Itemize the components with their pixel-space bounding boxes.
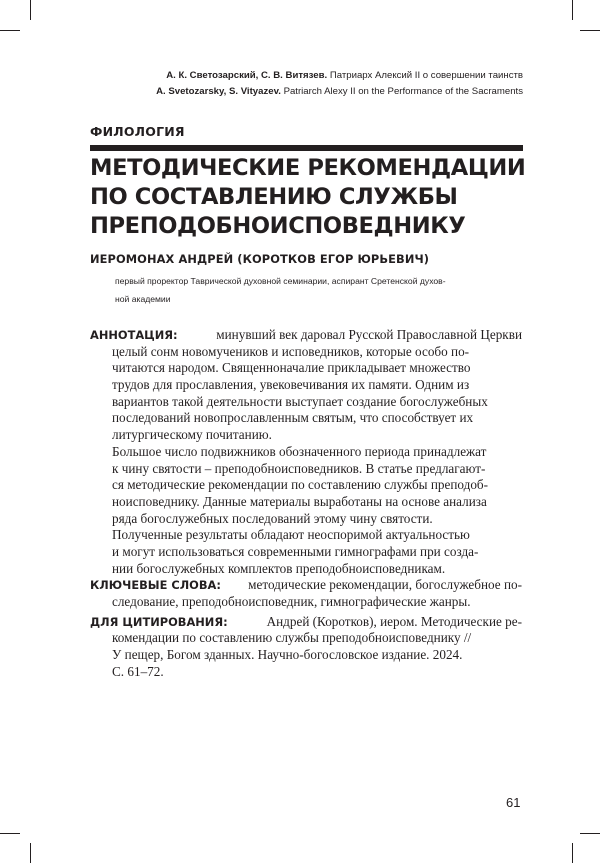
citation-line: У пещер, Богом зданных. Научно-богословское издание. 2024.: [90, 647, 522, 664]
running-head-en: A. Svetozarsky, S. Vityazev. Patriarch Alexy II on the Performance of the Sacraments: [60, 84, 523, 100]
author-affiliation: [115, 272, 525, 308]
crop-mark: [0, 30, 20, 31]
running-head: [60, 68, 523, 100]
page-number: 61: [506, 795, 520, 810]
abstract-line: целый сонм новомучеников и исповедников, которые особо по-: [90, 344, 522, 361]
crop-mark: [30, 843, 31, 863]
abstract-line: читаются народом. Священноначалие прикладывает множество: [90, 360, 522, 377]
citation-line: ДЛЯ ЦИТИРОВАНИЯ: Андрей (Коротков), иером. Методические ре-: [90, 614, 522, 631]
section-heading: ФИЛОЛОГИЯ: [90, 124, 185, 139]
keywords-label: КЛЮЧЕВЫЕ СЛОВА:: [90, 577, 221, 594]
abstract-line: Большое число подвижников обозначенного периода принадлежат: [90, 444, 522, 461]
abstract-line: ся методические рекомендации по составлению службы преподоб-: [90, 477, 522, 494]
citation-label: ДЛЯ ЦИТИРОВАНИЯ:: [90, 614, 228, 631]
abstract-line: нии богослужебных комплектов преподобноисповедникам.: [90, 561, 522, 578]
abstract-line: к чину святости – преподобноисповедников. В статье предлагают-: [90, 461, 522, 478]
keywords-line: следование, преподобноисповедник, гимнографические жанры.: [90, 594, 522, 611]
affiliation-line: ной академии: [115, 290, 525, 308]
author-name: ИЕРОМОНАХ АНДРЕЙ (КОРОТКОВ ЕГОР ЮРЬЕВИЧ): [90, 252, 429, 266]
abstract-line: и могут использоваться современными гимнографами при созда-: [90, 544, 522, 561]
abstract-label: АННОТАЦИЯ:: [90, 327, 178, 344]
crop-mark: [0, 833, 20, 834]
abstract: [90, 327, 522, 577]
abstract-line: литургическому почитанию.: [90, 427, 522, 444]
abstract-line: трудов для прославления, увековечивания их памяти. Одним из: [90, 377, 522, 394]
article-front-matter: [90, 327, 522, 680]
title-line: ПО СОСТАВЛЕНИЮ СЛУЖБЫ: [90, 183, 530, 212]
title-line: МЕТОДИЧЕСКИЕ РЕКОМЕНДАЦИИ: [90, 154, 530, 183]
abstract-line: ноисповеднику. Данные материалы выработаны на основе анализа: [90, 494, 522, 511]
keywords: [90, 577, 522, 610]
abstract-line: АННОТАЦИЯ: минувший век даровал Русской Православной Церкви: [90, 327, 522, 344]
abstract-line: ряда богослужебных последований этому чину святости.: [90, 511, 522, 528]
crop-mark: [30, 0, 31, 20]
abstract-line: Полученные результаты обладают неоспоримой актуальностью: [90, 527, 522, 544]
crop-mark: [572, 0, 573, 20]
affiliation-line: первый проректор Таврической духовной семинарии, аспирант Сретенской духов-: [115, 272, 525, 290]
section-rule: [90, 145, 523, 151]
citation-line: С. 61–72.: [90, 664, 522, 681]
running-head-ru: А. К. Светозарский, С. В. Витязев. Патриарх Алексий II о совершении таинств: [60, 68, 523, 84]
abstract-line: последований новопрославленным святым, что способствует их: [90, 410, 522, 427]
citation: [90, 614, 522, 681]
crop-mark: [572, 843, 573, 863]
article-title: [90, 154, 530, 241]
title-line: ПРЕПОДОБНОИСПОВЕДНИКУ: [90, 212, 530, 241]
crop-mark: [580, 833, 600, 834]
crop-mark: [580, 30, 600, 31]
citation-line: комендации по составлению службы преподобноисповеднику //: [90, 630, 522, 647]
abstract-line: вариантов такой деятельности выступает создание богослужебных: [90, 394, 522, 411]
keywords-line: КЛЮЧЕВЫЕ СЛОВА: методические рекомендации, богослужебное по-: [90, 577, 522, 594]
